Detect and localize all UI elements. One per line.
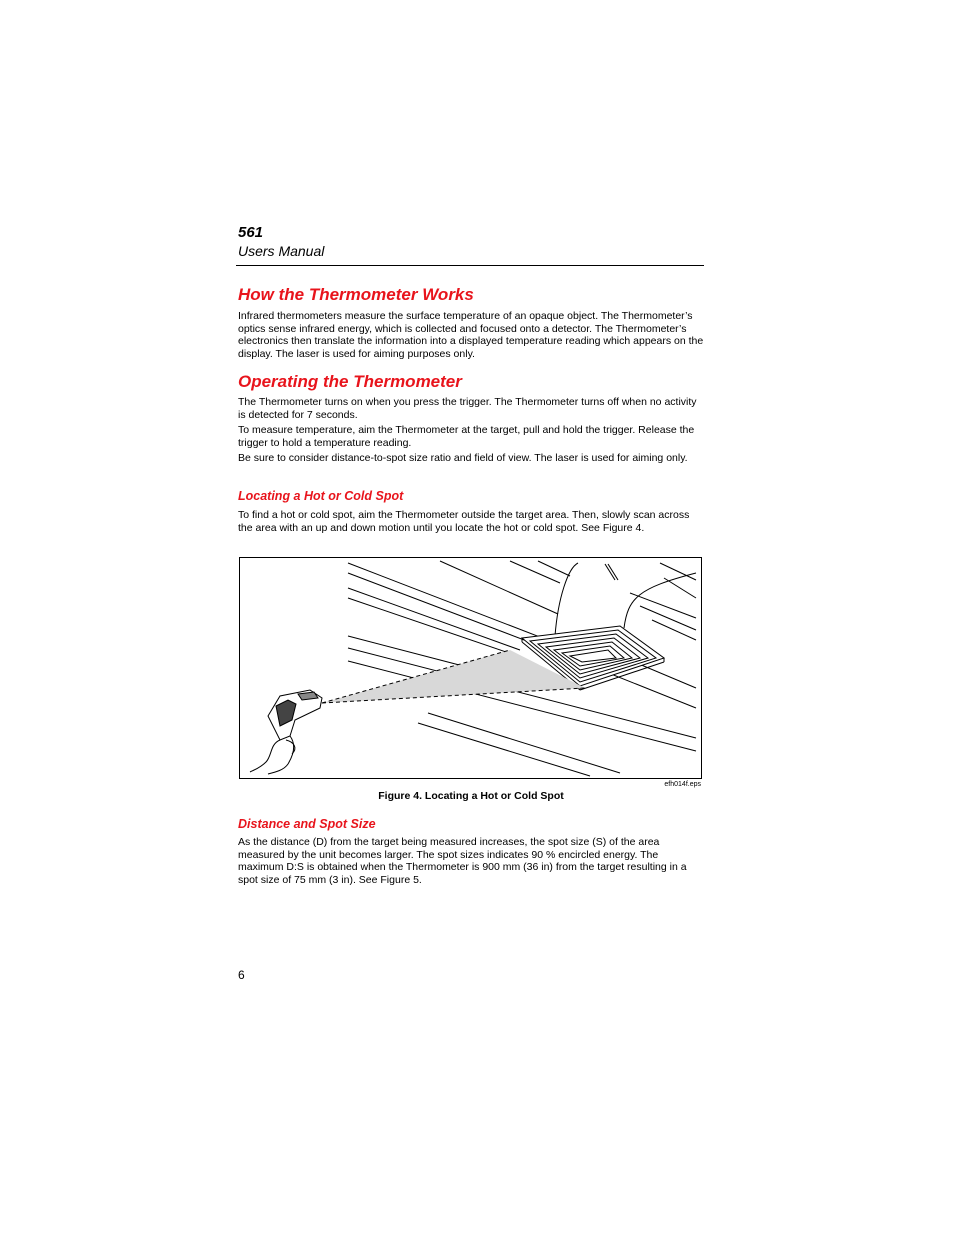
figure-file-tag: efh014f.eps (664, 781, 701, 788)
section-title-operating: Operating the Thermometer (238, 372, 462, 391)
section-title-how-it-works: How the Thermometer Works (238, 285, 474, 304)
operating-paragraph-1: The Thermometer turns on when you press the trigger. The Thermometer turns off when no activity is detected for 7 seconds. (238, 396, 697, 421)
figure-caption: Figure 4. Locating a Hot or Cold Spot (378, 790, 564, 802)
operating-paragraph-2: To measure temperature, aim the Thermometer at the target, pull and hold the trigger. Release the trigger to hold a temperature reading. (238, 424, 695, 449)
header-rule (236, 265, 704, 266)
figure-locating-hot-cold-spot (239, 557, 702, 779)
subsection-body-distance: As the distance (D) from the target being measured increases, the spot size (S) of the area measured by the unit becomes larger. The spot sizes indicates 90 % encircled energy. The maximum D:S is obtained when the Thermometer is 900 mm (36 in) from the target resulting in a spot size of 75 mm (3 in). See Figure 5. (238, 836, 687, 886)
subsection-body-locating: To find a hot or cold spot, aim the Thermometer outside the target area. Then, slowly scan across the area with an up and down motion until you locate the hot or cold spot. See Figure 4. (238, 509, 690, 534)
page-model-number: 561 (238, 224, 264, 241)
section-body-how-it-works: Infrared thermometers measure the surface temperature of an opaque object. The Thermometer’s optics sense infrared energy, which is collected and focused onto a detector. The Thermometer’s electronics then translate the information into a displayed temperature reading which appears on the display. The laser is used for aiming purposes only. (238, 310, 704, 360)
subsection-title-locating: Locating a Hot or Cold Spot (238, 489, 404, 503)
manual-title: Users Manual (238, 243, 325, 259)
subsection-title-distance: Distance and Spot Size (238, 817, 376, 831)
page-number: 6 (238, 968, 245, 982)
figure-illustration (240, 558, 701, 778)
operating-paragraph-3: Be sure to consider distance-to-spot size ratio and field of view. The laser is used for aiming only. (238, 452, 688, 464)
